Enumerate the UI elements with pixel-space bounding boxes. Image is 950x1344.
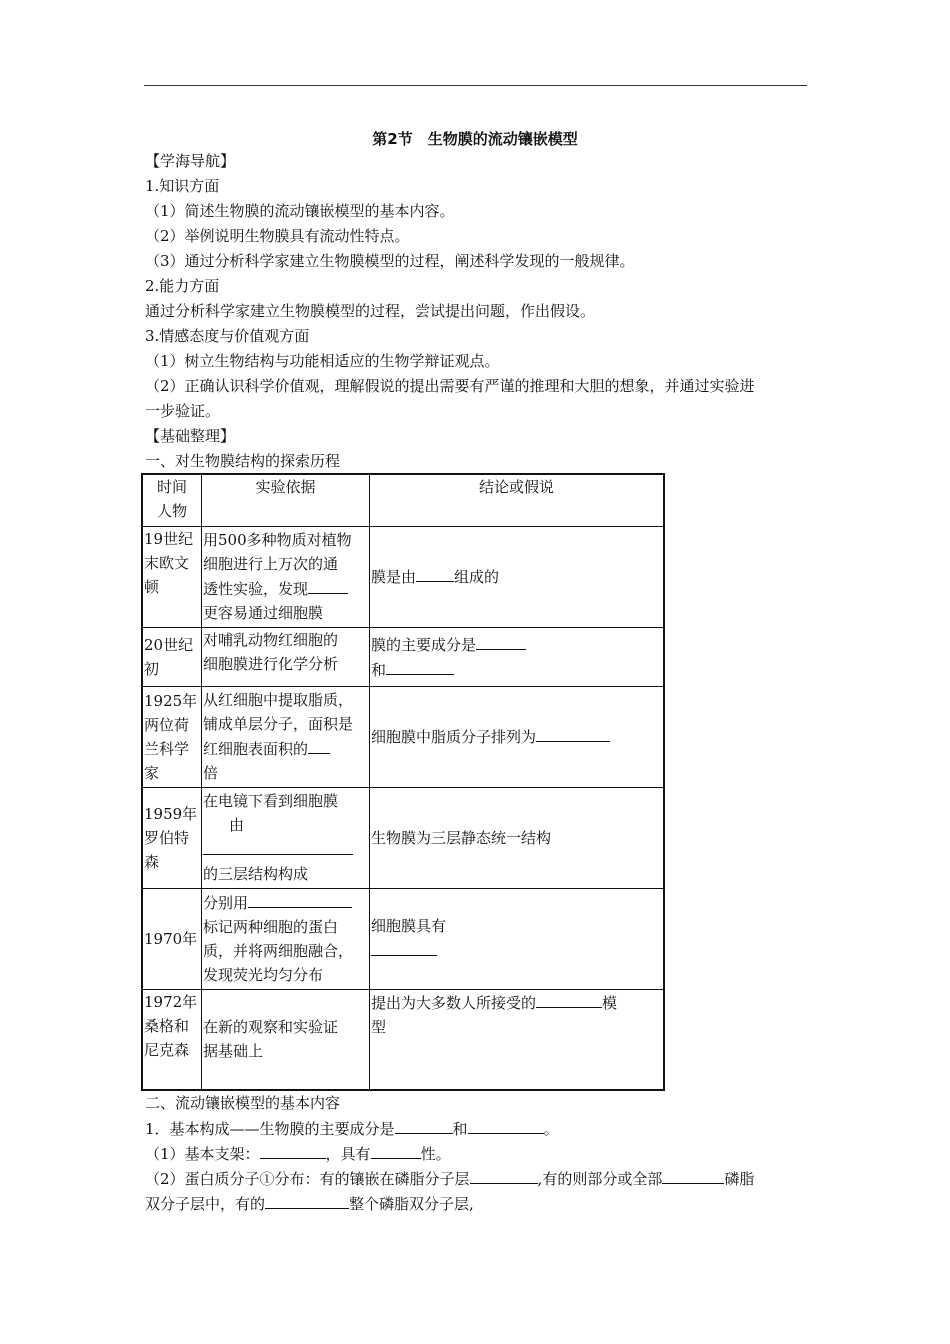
row1-basis: 用500多种物质对植物 细胞进行上万次的通 透性实验，发现 更容易通过细胞膜	[202, 526, 370, 627]
fill-blank[interactable]	[308, 736, 330, 754]
fill-blank[interactable]	[248, 890, 352, 908]
row1-time: 19世纪 末欧文 顿	[142, 526, 202, 627]
row5-basis: 分别用 标记两种细胞的蛋白 质，并将两细胞融合， 发现荧光均匀分布	[202, 888, 370, 989]
row2-basis: 对哺乳动物红细胞的 细胞膜进行化学分析	[202, 627, 370, 686]
knowledge-heading: 1.知识方面	[145, 177, 220, 195]
section2-heading: 二、流动镶嵌模型的基本内容	[145, 1094, 341, 1112]
header-rule	[144, 85, 807, 86]
row3-conclusion: 细胞膜中脂质分子排列为	[370, 686, 665, 787]
fill-blank[interactable]	[371, 1141, 421, 1159]
fill-blank[interactable]	[265, 1191, 349, 1209]
fill-blank[interactable]	[468, 1116, 544, 1134]
table-row	[142, 888, 664, 989]
row5-conclusion: 细胞膜具有	[370, 888, 665, 989]
row4-basis: 在电镜下看到细胞膜 由 的三层结构构成	[202, 787, 370, 888]
row1-conclusion: 膜是由 组成的	[370, 526, 665, 627]
row6-time: 1972年 桑格和 尼克森	[142, 989, 202, 1090]
fill-blank[interactable]	[395, 1116, 453, 1134]
header-conclusion: 结论或假说	[370, 474, 665, 526]
section2-line-3: （2）蛋白质分子①分布：有的镶嵌在磷脂分子层 ,有的则部分或全部 磷脂	[145, 1166, 754, 1192]
history-table	[141, 473, 665, 1091]
ability-text: 通过分析科学家建立生物膜模型的过程，尝试提出问题，作出假设。	[145, 302, 596, 320]
nav-heading: 【学海导航】	[145, 152, 236, 170]
knowledge-item-2: （2）举例说明生物膜具有流动性特点。	[145, 227, 410, 245]
row4-time: 1959年 罗伯特 森	[142, 787, 202, 888]
table-row	[142, 627, 664, 686]
fill-blank[interactable]	[416, 564, 454, 582]
row5-time: 1970年	[142, 888, 202, 989]
emotion-item-2-line-2: 一步验证。	[145, 402, 221, 420]
row4-conclusion: 生物膜为三层静态统一结构	[370, 787, 665, 888]
header-time: 时间 人物	[142, 474, 202, 526]
page-title: 第2节 生物膜的流动镶嵌模型	[372, 130, 578, 148]
fill-blank[interactable]	[203, 837, 353, 855]
fill-blank[interactable]	[536, 990, 602, 1008]
fill-blank[interactable]	[371, 938, 437, 956]
emotion-item-1: （1）树立生物结构与功能相适应的生物学辩证观点。	[145, 352, 500, 370]
table-row	[142, 989, 664, 1090]
row3-basis: 从红细胞中提取脂质， 铺成单层分子，面积是 红细胞表面积的 倍	[202, 686, 370, 787]
emotion-heading: 3.情感态度与价值观方面	[145, 327, 310, 345]
table-header-row	[142, 474, 664, 526]
table-row	[142, 526, 664, 627]
basic-heading: 【基础整理】	[145, 427, 236, 445]
section2-line-1: 1．基本构成——生物膜的主要成分是 和 。	[145, 1116, 559, 1142]
knowledge-item-1: （1）简述生物膜的流动镶嵌模型的基本内容。	[145, 202, 455, 220]
knowledge-item-3: （3）通过分析科学家建立生物膜模型的过程，阐述科学发现的一般规律。	[145, 252, 635, 270]
fill-blank[interactable]	[260, 1141, 326, 1159]
row2-time: 20世纪 初	[142, 627, 202, 686]
fill-blank[interactable]	[386, 657, 454, 675]
table-row	[142, 686, 664, 787]
row6-basis: 在新的观察和实验证 据基础上	[202, 989, 370, 1090]
fill-blank[interactable]	[476, 632, 526, 650]
section1-heading: 一、对生物膜结构的探索历程	[145, 452, 341, 470]
row6-conclusion: 提出为大多数人所接受的 模 型	[370, 989, 665, 1090]
fill-blank[interactable]	[662, 1166, 724, 1184]
emotion-item-2-line-1: （2）正确认识科学价值观，理解假说的提出需要有严谨的推理和大胆的想象，并通过实验进	[145, 377, 755, 395]
header-basis: 实验依据	[202, 474, 370, 526]
row2-conclusion: 膜的主要成分是 和	[370, 627, 665, 686]
ability-heading: 2.能力方面	[145, 277, 220, 295]
section2-line-2: （1）基本支架： ，具有 性。	[145, 1141, 451, 1167]
fill-blank[interactable]	[308, 576, 348, 594]
fill-blank[interactable]	[536, 724, 610, 742]
row3-time: 1925年 两位荷 兰科学 家	[142, 686, 202, 787]
section2-line-4: 双分子层中，有的 整个磷脂双分子层,	[145, 1191, 474, 1217]
fill-blank[interactable]	[470, 1166, 538, 1184]
table-row	[142, 787, 664, 888]
